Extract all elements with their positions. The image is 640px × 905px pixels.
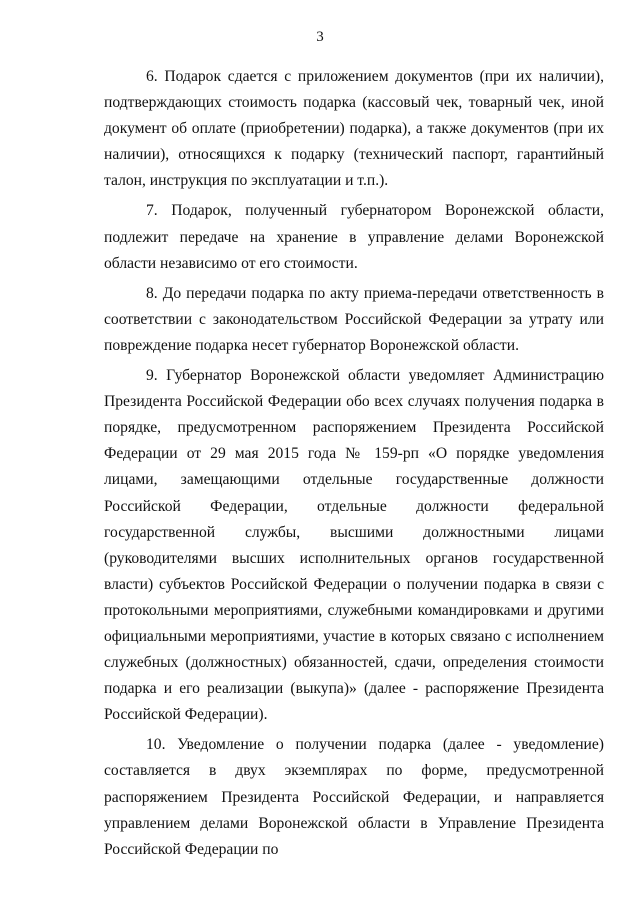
paragraph-6: 6. Подарок сдается с приложением документов (при их наличии), подтверждающих стоимость подарка (кассовый чек, товарный чек, иной документ об оплате (приобретении) подарка), а также документов (при их наличии), относящихся к подарку (технический паспорт, гарантийный талон, инструкция по эксплуатации и т.п.).: [104, 68, 604, 190]
paragraph-9: 9. Губернатор Воронежской области уведомляет Администрацию Президента Российской Федерации обо всех случаях получения подарка в порядке, предусмотренном распоряжением Президента Российской Федерации от 29 мая 2015 года № 159-рп «О порядке уведомления лицами, замещающими отдельные государственные должности Российской Федерации, отдельные должности федеральной государственной службы, высшими должностными лицами (руководителями высших исполнительных органов государственной власти) субъектов Российской Федерации о получении подарка в связи с протокольными мероприятиями, служебными командировками и другими официальными мероприятиями, участие в которых связано с исполнением служебных (должностных) обязанностей, сдачи, определения стоимости подарка и его реализации (выкупа)» (далее - распоряжение Президента Российской Федерации).: [104, 367, 604, 724]
document-body: [104, 64, 604, 867]
page-number: 3: [316, 29, 324, 45]
paragraph-7: 7. Подарок, полученный губернатором Воронежской области, подлежит передаче на хранение в управление делами Воронежской области независимо от его стоимости.: [104, 202, 604, 272]
paragraph-8: 8. До передачи подарка по акту приема-передачи ответственность в соответствии с законодательством Российской Федерации за утрату или повреждение подарка несет губернатор Воронежской области.: [104, 284, 604, 354]
paragraph-10: 10. Уведомление о получении подарка (далее - уведомление) составляется в двух экземплярах по форме, предусмотренной распоряжением Президента Российской Федерации, и направляется управлением делами Воронежской области в Управление Президента Российской Федерации по: [104, 736, 604, 858]
